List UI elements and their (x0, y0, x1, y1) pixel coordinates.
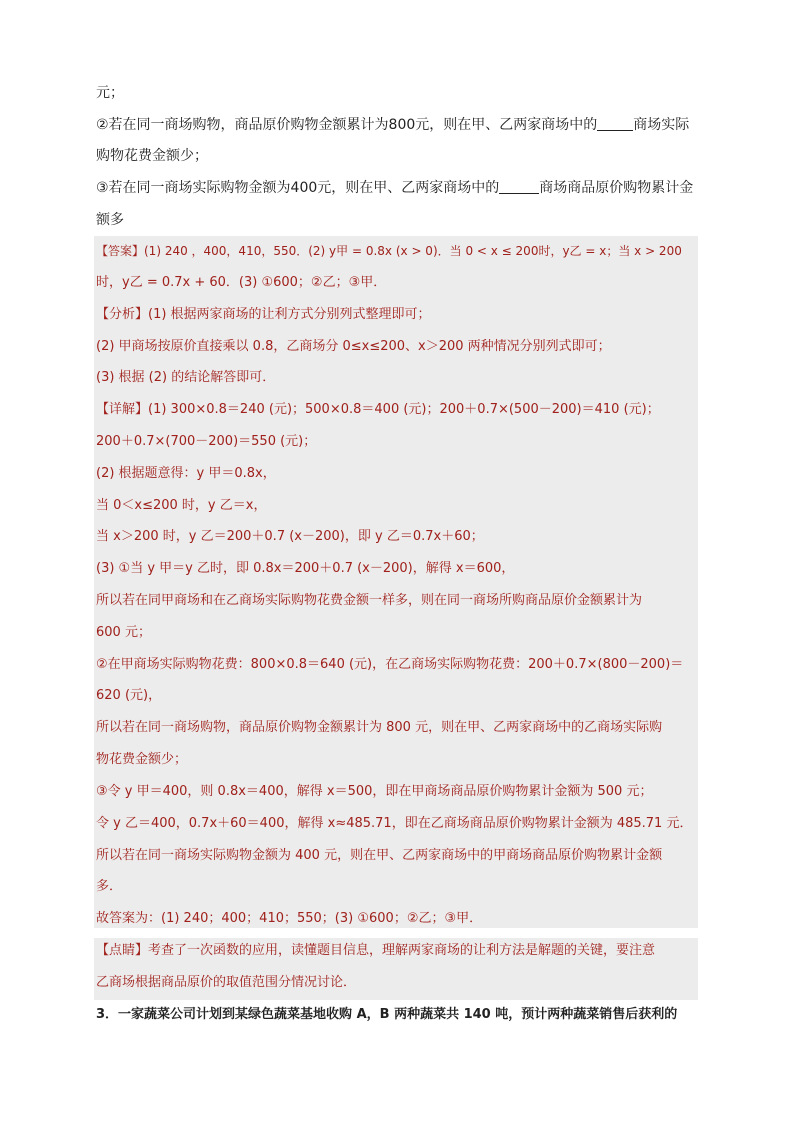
question-line-3: 购物花费金额少； (96, 148, 208, 164)
detail-line-15: 所以若在同一商场实际购物金额为 400 元，则在甲、乙两家商场中的甲商场商品原价购物累计金额 (96, 848, 663, 863)
question-line-2-b: 商场实际 (633, 117, 690, 133)
answer-line-1: 【答案】(1) 240 ，400，410，550．(2) y甲 = 0.8x (x > 0)．当 0 < x ≤ 200时，y乙 = x；当 x > 200 (96, 244, 682, 258)
question-line-1: 元； (96, 85, 124, 101)
detail-line-8: 600 元； (96, 625, 151, 640)
analysis-line-1: 【分析】(1) 根据两家商场的让利方式分别列式整理即可； (96, 307, 431, 322)
analysis-line-3: (3) 根据 (2) 的结论解答即可． (96, 370, 276, 385)
analysis-line-2: (2) 甲商场按原价直接乘以 0.8，乙商场分 0≤x≤200、x＞200 两种情况分别列式即可； (96, 339, 611, 354)
question-line-4 (96, 177, 693, 199)
detail-line-7: 所以若在同甲商场和在乙商场实际购物花费金额一样多，则在同一商场所购商品原价金额累计为 (96, 593, 643, 608)
answer-blank-2 (499, 179, 539, 194)
detail-line-13: ③令 y 甲＝400，则 0.8x＝400，解得 x＝500，即在甲商场商品原价购物累计金额为 500 元； (96, 784, 653, 799)
answer-blank-1 (597, 116, 633, 131)
detail-line-1: 【详解】(1) 300×0.8＝240 (元)；500×0.8＝400 (元)；200＋0.7×(500－200)＝410 (元)； (96, 402, 660, 417)
next-question-line: 3．一家蔬菜公司计划到某绿色蔬菜基地收购 A，B 两种蔬菜共 140 吨，预计两种蔬菜销售后获利的 (96, 1007, 678, 1022)
question-line-4-b: 商场商品原价购物累计金 (539, 180, 694, 196)
detail-line-10: 620 (元)， (96, 688, 162, 703)
detail-line-17: 故答案为：(1) 240；400；410；550；(3) ①600；②乙；③甲． (96, 911, 483, 926)
question-line-2 (96, 114, 689, 136)
answer-line-2: 时，y乙 = 0.7x + 60．(3) ①600；②乙；③甲． (96, 275, 387, 290)
detail-line-4: 当 0＜x≤200 时，y 乙＝x， (96, 498, 267, 513)
detail-line-6: (3) ①当 y 甲＝y 乙时，即 0.8x＝200＋0.7 (x－200)，解得 x＝600， (96, 561, 515, 576)
detail-line-16: 多． (96, 879, 123, 894)
detail-line-2: 200＋0.7×(700－200)＝550 (元)； (96, 434, 317, 449)
question-line-2-a: ②若在同一商场购物，商品原价购物金额累计为800元，则在甲、乙两家商场中的 (96, 117, 598, 133)
detail-line-14: 令 y 乙＝400，0.7x＋60＝400，解得 x≈485.71，即在乙商场商品原价购物累计金额为 485.71 元． (96, 816, 693, 831)
detail-line-9: ②在甲商场实际购物花费：800×0.8＝640 (元)，在乙商场实际购物花费：200＋0.7×(800－200)＝ (96, 657, 684, 672)
detail-line-5: 当 x＞200 时，y 乙＝200＋0.7 (x－200)，即 y 乙＝0.7x＋60； (96, 529, 484, 544)
comment-line-2: 乙商场根据商品原价的取值范围分情况讨论． (96, 975, 357, 990)
question-line-5: 额多 (96, 212, 124, 228)
question-line-4-a: ③若在同一商场实际购物金额为400元，则在甲、乙两家商场中的 (96, 180, 500, 196)
detail-line-12: 物花费金额少； (96, 752, 188, 767)
detail-line-11: 所以若在同一商场购物，商品原价购物金额累计为 800 元，则在甲、乙两家商场中的乙商场实际购 (96, 720, 663, 735)
comment-line-1: 【点睛】考查了一次函数的应用，读懂题目信息，理解两家商场的让利方法是解题的关键，要注意 (96, 943, 656, 958)
detail-line-3: (2) 根据题意得：y 甲＝0.8x， (96, 466, 276, 481)
